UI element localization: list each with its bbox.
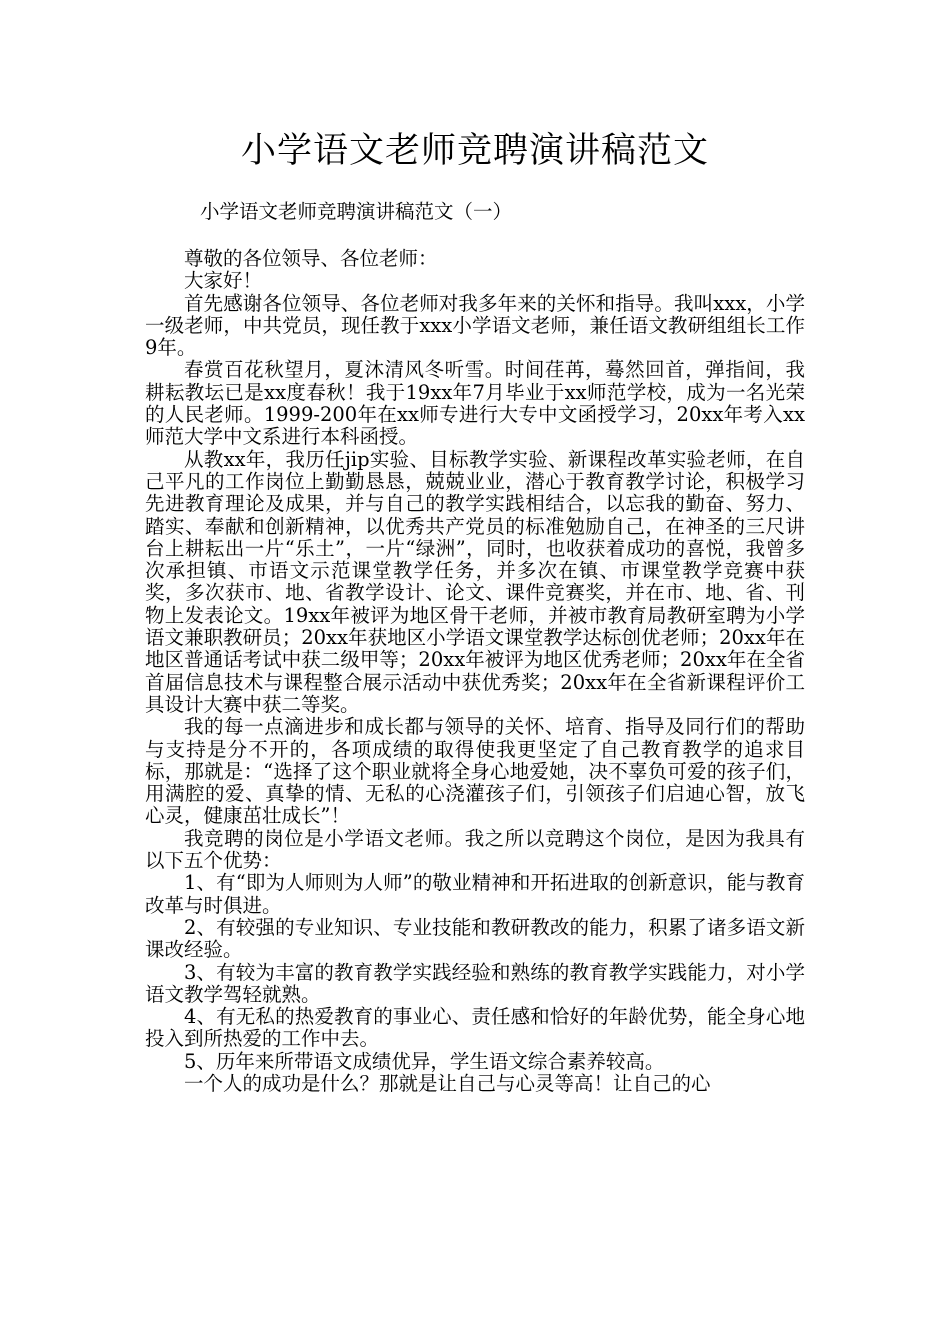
document-body xyxy=(145,248,805,1095)
paragraph: 首先感谢各位领导、各位老师对我多年来的关怀和指导。我叫xxx，小学一级老师，中共党员，现任教于xxx小学语文老师，兼任语文教研组组长工作9年。 xyxy=(145,291,805,360)
paragraph: 春赏百花秋望月，夏沐清风冬听雪。时间荏苒，蓦然回首，弹指间，我耕耘教坛已是xx度春秋！我于19xx年7月毕业于xx师范学校，成为一名光荣的人民老师。1999-200年在xx师专进行大专中文函授学习，20xx年考入xx师范大学中文系进行本科函授。 xyxy=(145,358,805,449)
document-title: 小学语文老师竞聘演讲稿范文 xyxy=(240,131,709,171)
document-subtitle: 小学语文老师竞聘演讲稿范文（一） xyxy=(200,200,513,223)
greeting: 大家好！ xyxy=(184,269,263,293)
paragraph: 我的每一点滴进步和成长都与领导的关怀、培育、指导及同行们的帮助与支持是分不开的，各项成绩的取得使我更坚定了自己教育教学的追求目标，那就是：“选择了这个职业就将全身心地爱她，决不辜负可爱的孩子们，用满腔的爱、真挚的情、无私的心浇灌孩子们，引领孩子们启迪心智，放飞心灵，健康茁壮成长”！ xyxy=(145,715,805,828)
paragraph: 一个人的成功是什么？那就是让自己与心灵等高！让自己的心 xyxy=(184,1071,711,1095)
paragraph: 我竞聘的岗位是小学语文老师。我之所以竞聘这个岗位，是因为我具有以下五个优势： xyxy=(145,826,805,873)
salutation: 尊敬的各位领导、各位老师： xyxy=(184,247,438,270)
list-item: 2、有较强的专业知识、专业技能和教研教改的能力，积累了诸多语文新课改经验。 xyxy=(145,915,805,962)
list-item: 1、有“即为人师则为人师”的敬业精神和开拓进取的创新意识，能与教育改革与时俱进。 xyxy=(145,871,805,917)
list-item: 3、有较为丰富的教育教学实践经验和熟练的教育教学实践能力，对小学语文教学驾轻就熟。 xyxy=(145,960,805,1006)
paragraph: 从教xx年，我历任jip实验、目标教学实验、新课程改革实验老师，在自己平凡的工作岗位上勤勤恳恳，兢兢业业，潜心于教育教学讨论，积极学习先进教育理论及成果，并与自己的教学实践相结合，以忘我的勤奋、努力、踏实、奉献和创新精神，以优秀共产党员的标准勉励自己，在神圣的三尺讲台上耕耘出一片“乐土”，一片“绿洲”，同时，也收获着成功的喜悦，我曾多次承担镇、市语文示范课堂教学任务，并多次在镇、市课堂教学竞赛中获奖，多次获市、地、省教学设计、论文、课件竞赛奖，并在市、地、省、刊物上发表论文。19xx年被评为地区骨干老师，并被市教育局教研室聘为小学语文兼职教研员；20xx年获地区小学语文课堂教学达标创优老师；20xx年在地区普通话考试中获二级甲等；20xx年被评为地区优秀老师；20xx年在全省首届信息技术与课程整合展示活动中获优秀奖；20xx年在全省新课程评价工具设计大赛中获二等奖。 xyxy=(145,447,805,716)
list-item: 5、历年来所带语文成绩优异，学生语文综合素养较高。 xyxy=(184,1049,665,1073)
list-item: 4、有无私的热爱教育的事业心、责任感和恰好的年龄优势，能全身心地投入到所热爱的工作中去。 xyxy=(145,1005,805,1051)
